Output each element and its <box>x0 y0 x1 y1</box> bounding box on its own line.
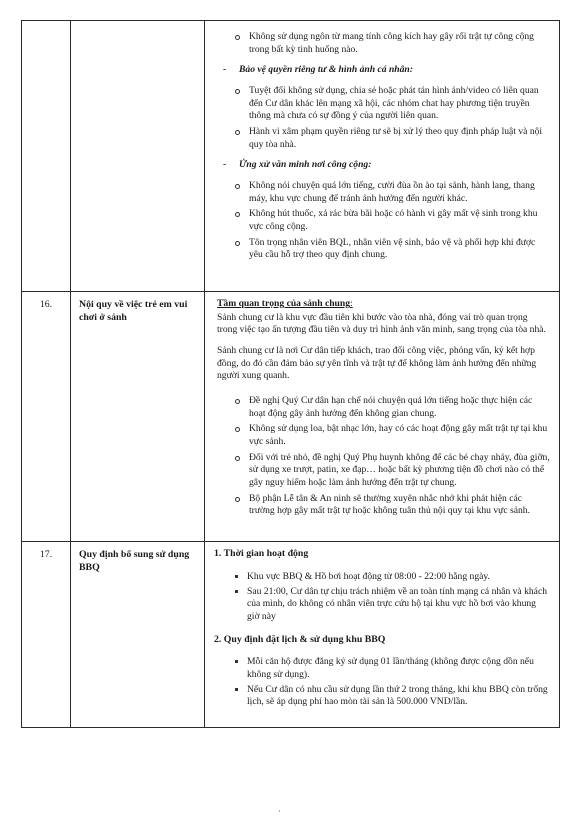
rule-body-cell <box>205 292 560 542</box>
rule-title-cell: Quy định bổ sung sử dụng BBQ <box>71 542 205 728</box>
list-item: Đề nghị Quý Cư dân hạn chế nói chuyện quá lớn tiếng hoặc thực hiện các hoạt động gây ảnh hưởng đến không gian chung. <box>235 395 550 420</box>
page-footer-mark: · <box>278 806 281 816</box>
bullet-list <box>217 656 550 709</box>
list-item: Mỗi căn hộ được đăng ký sử dụng 01 lần/tháng (không được cộng dồn nếu không sử dụng). <box>235 656 550 681</box>
section-heading-booking: 2. Quy định đặt lịch & sử dụng khu BBQ <box>214 633 386 645</box>
rule-number-cell <box>22 21 71 292</box>
list-item: Sau 21:00, Cư dân tự chịu trách nhiệm về an toàn tính mạng cá nhân và khách của mình, do không có nhân viên trực cứu hộ tại khu vực hồ bơi vào khung giờ này <box>235 586 550 624</box>
list-item: Tôn trọng nhân viên BQL, nhân viên vệ sinh, bảo vệ và phối hợp khi được yêu cầu hỗ trợ theo quy định chung. <box>235 237 550 262</box>
importance-heading <box>217 298 550 311</box>
list-item: Đối với trẻ nhỏ, đề nghị Quý Phụ huynh không để các bé chạy nhảy, đùa giỡn, sử dụng xe trượt, patin, xe đạp… hoặc bất kỳ phương tiện đồ chơi nào có thể gây nguy hiểm hoặc làm ảnh hưởng đến trật tự chung. <box>235 452 550 490</box>
list-item: Nếu Cư dân có nhu cầu sử dụng lần thứ 2 trong tháng, khi khu BBQ còn trống lịch, sẽ áp dụng phí hao mòn tài sản là 500.000 VND/lần. <box>235 684 550 709</box>
paragraph: Sảnh chung cư là nơi Cư dân tiếp khách, trao đổi công việc, phỏng vấn, ký kết hợp đồng, do đó cần đảm bảo sự yên tĩnh và trật tự để không làm ảnh hưởng đến những người xung quanh. <box>217 344 537 382</box>
rule-number-cell: 17. <box>22 542 71 728</box>
bullet-list <box>217 31 550 56</box>
paragraph: Sảnh chung cư là khu vực đầu tiên khi bước vào tòa nhà, đóng vai trò quan trọng trong việc tạo ấn tượng đầu tiên và duy trì hình ảnh văn minh, sang trọng của tòa nhà. <box>217 311 546 336</box>
list-item: Không sử dụng loa, bật nhạc lớn, hay có các hoạt động gây mất trật tự tại khu vực sảnh. <box>235 423 550 448</box>
list-item: Tuyệt đối không sử dụng, chia sẻ hoặc phát tán hình ảnh/video có liên quan đến Cư dân khác lên mạng xã hội, các nhóm chat hay phương tiện truyền thông mà chưa có sự đồng ý của người liên quan. <box>235 85 550 123</box>
section-heading-privacy: - Bảo vệ quyền riêng tư & hình ảnh cá nhân: <box>223 64 413 76</box>
section-heading-text: Ứng xử văn minh nơi công cộng: <box>239 159 372 171</box>
bullet-list <box>217 571 550 624</box>
rule-number-cell: 16. <box>22 292 71 542</box>
list-item: Hành vi xâm phạm quyền riêng tư sẽ bị xử lý theo quy định pháp luật và nội quy tòa nhà. <box>235 126 550 151</box>
list-item: Không hút thuốc, xả rác bừa bãi hoặc có hành vi gây mất vệ sinh trong khu vực công cộng. <box>235 208 550 233</box>
section-heading-hours: 1. Thời gian hoạt động <box>214 548 309 559</box>
list-item: Không nói chuyện quá lớn tiếng, cười đùa ồn ào tại sảnh, hành lang, thang máy, khu vực chung để tránh ảnh hưởng đến người khác. <box>235 180 550 205</box>
section-heading-text: Bảo vệ quyền riêng tư & hình ảnh cá nhân: <box>239 64 413 76</box>
table-row <box>22 542 560 728</box>
list-item: Không sử dụng ngôn từ mang tính công kích hay gây rối trật tự công cộng trong bất kỳ tình huống nào. <box>235 31 550 56</box>
rule-title-cell <box>71 21 205 292</box>
bullet-list <box>217 180 550 262</box>
importance-heading-text: Tầm quan trọng của sảnh chung <box>217 298 351 309</box>
list-item: Khu vực BBQ & Hồ bơi hoạt động từ 08:00 - 22:00 hằng ngày. <box>235 571 550 584</box>
bullet-list <box>217 85 550 151</box>
table-row <box>22 292 560 542</box>
rule-body-cell <box>205 542 560 728</box>
rule-title-cell: Nội quy về việc trẻ em vui chơi ở sảnh <box>71 292 205 542</box>
importance-colon: : <box>350 298 353 309</box>
section-heading-public: - Ứng xử văn minh nơi công cộng: <box>223 159 372 171</box>
bullet-list <box>217 395 550 518</box>
rules-table <box>21 20 560 728</box>
list-item: Bộ phận Lễ tân & An ninh sẽ thường xuyên nhắc nhở khi phát hiện các trường hợp gây mất trật tự hoặc không tuân thủ nội quy tại khu vực sảnh. <box>235 493 550 518</box>
table-row <box>22 21 560 292</box>
rule-body-cell <box>205 21 560 292</box>
